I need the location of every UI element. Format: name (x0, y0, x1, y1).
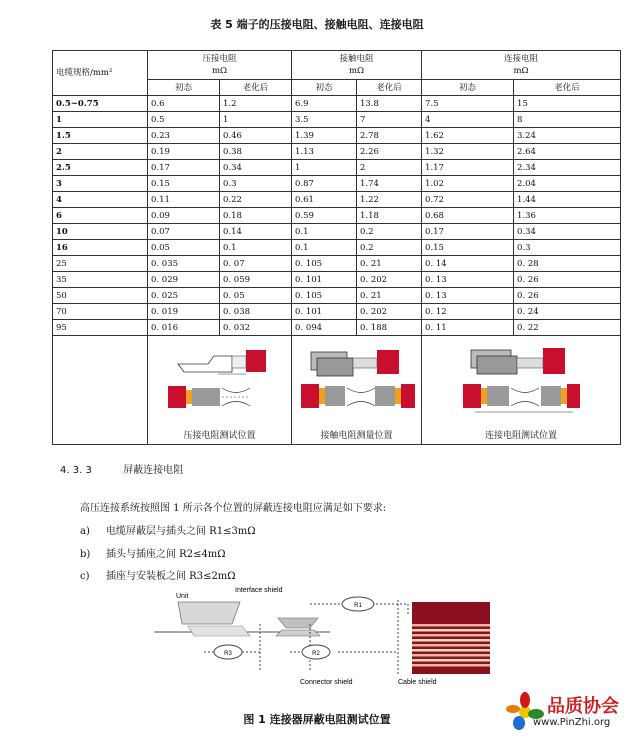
cable-stripe (412, 664, 490, 667)
value-cell: 0. 202 (357, 272, 422, 288)
cable-body (412, 602, 490, 674)
value-cell: 0.15 (422, 240, 514, 256)
value-cell: 7 (357, 112, 422, 128)
value-cell: 0.19 (148, 144, 220, 160)
section-intro: 高压连接系统按照图 1 所示各个位置的屏蔽连接电阻应满足如下要求: (80, 503, 387, 514)
value-cell: 0.1 (292, 240, 357, 256)
cable-spec-cell: 10 (53, 224, 148, 240)
value-cell: 0.22 (220, 192, 292, 208)
logo-url: www.PinZhi.org (533, 717, 611, 728)
value-cell: 0.15 (148, 176, 220, 192)
value-cell: 0.11 (148, 192, 220, 208)
value-cell: 0. 07 (220, 256, 292, 272)
cable-stripe (412, 644, 490, 647)
shield-resistance-diagram (150, 584, 490, 688)
value-cell: 1.74 (357, 176, 422, 192)
value-cell: 0. 025 (148, 288, 220, 304)
value-cell: 0. 032 (220, 320, 292, 336)
group-header-contact: 接触电阻 mΩ (292, 51, 422, 80)
table-row (53, 208, 621, 224)
value-cell: 1.13 (292, 144, 357, 160)
value-cell: 0. 21 (357, 288, 422, 304)
table-caption: 表 5 端子的压接电阻、接触电阻、连接电阻 (210, 18, 424, 31)
value-cell: 0. 26 (514, 272, 621, 288)
cable-stripe (412, 634, 490, 637)
value-cell: 0.3 (220, 176, 292, 192)
cable-stripe (412, 624, 490, 627)
table-row (53, 112, 621, 128)
group-header-connection: 连接电阻 mΩ (422, 51, 621, 80)
value-cell: 0. 105 (292, 256, 357, 272)
cable-spec-cell: 2.5 (53, 160, 148, 176)
terminal-illustration (148, 338, 291, 429)
label-cable-shield: Cable shield (398, 679, 437, 686)
value-cell: 0.17 (422, 224, 514, 240)
table-row (53, 128, 621, 144)
value-cell: 0.1 (220, 240, 292, 256)
value-cell: 0. 019 (148, 304, 220, 320)
value-cell: 0.59 (292, 208, 357, 224)
figure-caption: 图 1 连接器屏蔽电阻测试位置 (243, 713, 391, 726)
value-cell: 0. 105 (292, 288, 357, 304)
value-cell: 1.17 (422, 160, 514, 176)
figure-label: 接触电阻测量位置 (320, 431, 393, 441)
label-unit: Unit (176, 593, 189, 600)
value-cell: 2 (357, 160, 422, 176)
sub-header: 初态 (148, 80, 220, 96)
value-cell: 0. 13 (422, 272, 514, 288)
value-cell: 0. 05 (220, 288, 292, 304)
value-cell: 2.64 (514, 144, 621, 160)
spec-header: 电缆规格/mm² (53, 51, 148, 96)
value-cell: 15 (514, 96, 621, 112)
value-cell: 0. 188 (357, 320, 422, 336)
value-cell: 0.68 (422, 208, 514, 224)
value-cell: 6.9 (292, 96, 357, 112)
contact-position-figure (292, 336, 422, 445)
label-r3: R3 (224, 651, 232, 657)
value-cell: 0. 21 (357, 256, 422, 272)
cable-stripe (412, 654, 490, 657)
crimp-position-figure (148, 336, 292, 445)
value-cell: 3.5 (292, 112, 357, 128)
value-cell: 3.24 (514, 128, 621, 144)
resistance-table (52, 50, 621, 445)
cable-stripe (412, 629, 490, 632)
sub-header: 初态 (292, 80, 357, 96)
value-cell: 0.23 (148, 128, 220, 144)
table-row (53, 272, 621, 288)
picture-row (53, 336, 621, 445)
value-cell: 1.62 (422, 128, 514, 144)
watermark-logo (505, 690, 630, 734)
requirement-item: b) 插头与插座之间 R2≤4mΩ (80, 549, 226, 560)
value-cell: 0.87 (292, 176, 357, 192)
cable-spec-cell: 35 (53, 272, 148, 288)
cable-spec-cell: 0.5~0.75 (53, 96, 148, 112)
value-cell: 1.36 (514, 208, 621, 224)
table-row (53, 256, 621, 272)
value-cell: 0.3 (514, 240, 621, 256)
section-title: 屏蔽连接电阻 (123, 465, 184, 476)
terminal-illustration (292, 338, 421, 429)
table-row (53, 320, 621, 336)
cable-spec-cell: 1 (53, 112, 148, 128)
interface-shield-shape (278, 618, 318, 628)
value-cell: 2.34 (514, 160, 621, 176)
figure-label: 连接电阻测试位置 (485, 431, 558, 441)
sub-header: 初态 (422, 80, 514, 96)
table-row (53, 240, 621, 256)
table-row (53, 192, 621, 208)
cable-stripe (412, 659, 490, 662)
terminal-illustration (422, 338, 620, 429)
value-cell: 0.17 (148, 160, 220, 176)
header-row-groups (53, 51, 621, 80)
requirement-item: c) 插座与安装板之间 R3≤2mΩ (80, 571, 236, 582)
cable-spec-cell: 1.5 (53, 128, 148, 144)
value-cell: 0. 059 (220, 272, 292, 288)
value-cell: 0.5 (148, 112, 220, 128)
table-row (53, 224, 621, 240)
value-cell: 2.04 (514, 176, 621, 192)
value-cell: 1.32 (422, 144, 514, 160)
cable-spec-cell: 25 (53, 256, 148, 272)
logo-name: 品质协会 (547, 696, 619, 717)
value-cell: 0. 26 (514, 288, 621, 304)
table-row (53, 304, 621, 320)
cable-spec-cell: 4 (53, 192, 148, 208)
label-interface-shield: Interface shield (235, 587, 283, 594)
value-cell: 0. 016 (148, 320, 220, 336)
value-cell: 1.22 (357, 192, 422, 208)
value-cell: 0.72 (422, 192, 514, 208)
value-cell: 8 (514, 112, 621, 128)
value-cell: 0.46 (220, 128, 292, 144)
value-cell: 0.34 (220, 160, 292, 176)
value-cell: 0. 28 (514, 256, 621, 272)
value-cell: 4 (422, 112, 514, 128)
sub-header: 老化后 (220, 80, 292, 96)
value-cell: 0. 029 (148, 272, 220, 288)
value-cell: 0. 13 (422, 288, 514, 304)
label-connector-shield: Connector shield (300, 679, 353, 686)
sub-header: 老化后 (514, 80, 621, 96)
value-cell: 0.34 (514, 224, 621, 240)
value-cell: 0.1 (292, 224, 357, 240)
value-cell: 0. 24 (514, 304, 621, 320)
label-r1: R1 (354, 603, 362, 609)
value-cell: 0. 038 (220, 304, 292, 320)
value-cell: 0. 101 (292, 272, 357, 288)
value-cell: 0. 14 (422, 256, 514, 272)
value-cell: 0.09 (148, 208, 220, 224)
value-cell: 0. 035 (148, 256, 220, 272)
table-row (53, 144, 621, 160)
cable-spec-cell: 50 (53, 288, 148, 304)
value-cell: 0.07 (148, 224, 220, 240)
value-cell: 0. 094 (292, 320, 357, 336)
cable-spec-cell: 95 (53, 320, 148, 336)
group-header-crimp: 压接电阻 mΩ (148, 51, 292, 80)
figure-label: 压接电阻测试位置 (183, 431, 256, 441)
sub-header: 老化后 (357, 80, 422, 96)
value-cell: 0.6 (148, 96, 220, 112)
value-cell: 0.18 (220, 208, 292, 224)
connection-position-figure (422, 336, 621, 445)
value-cell: 0.61 (292, 192, 357, 208)
section-number: 4. 3. 3 (60, 465, 92, 476)
cable-stripe (412, 649, 490, 652)
requirement-item: a) 电缆屏蔽层与插头之间 R1≤3mΩ (80, 526, 256, 537)
value-cell: 2.26 (357, 144, 422, 160)
value-cell: 1.18 (357, 208, 422, 224)
value-cell: 0. 202 (357, 304, 422, 320)
value-cell: 1.2 (220, 96, 292, 112)
table-row (53, 176, 621, 192)
section-heading (60, 461, 183, 476)
value-cell: 1.44 (514, 192, 621, 208)
value-cell: 0.2 (357, 224, 422, 240)
value-cell: 0. 11 (422, 320, 514, 336)
cable-spec-cell: 2 (53, 144, 148, 160)
cable-spec-cell: 70 (53, 304, 148, 320)
value-cell: 0. 101 (292, 304, 357, 320)
value-cell: 0.05 (148, 240, 220, 256)
cable-spec-cell: 3 (53, 176, 148, 192)
value-cell: 0.14 (220, 224, 292, 240)
value-cell: 1 (292, 160, 357, 176)
cable-spec-cell: 6 (53, 208, 148, 224)
value-cell: 0.2 (357, 240, 422, 256)
cable-stripe (412, 639, 490, 642)
value-cell: 1 (220, 112, 292, 128)
value-cell: 0. 12 (422, 304, 514, 320)
value-cell: 13.8 (357, 96, 422, 112)
value-cell: 0.38 (220, 144, 292, 160)
table-row (53, 288, 621, 304)
value-cell: 7.5 (422, 96, 514, 112)
empty-cell (53, 336, 148, 445)
table-row (53, 160, 621, 176)
value-cell: 1.39 (292, 128, 357, 144)
table-row (53, 96, 621, 112)
unit-housing (178, 602, 240, 624)
value-cell: 0. 22 (514, 320, 621, 336)
cable-spec-cell: 16 (53, 240, 148, 256)
value-cell: 2.78 (357, 128, 422, 144)
value-cell: 1.02 (422, 176, 514, 192)
label-r2: R2 (312, 651, 320, 657)
